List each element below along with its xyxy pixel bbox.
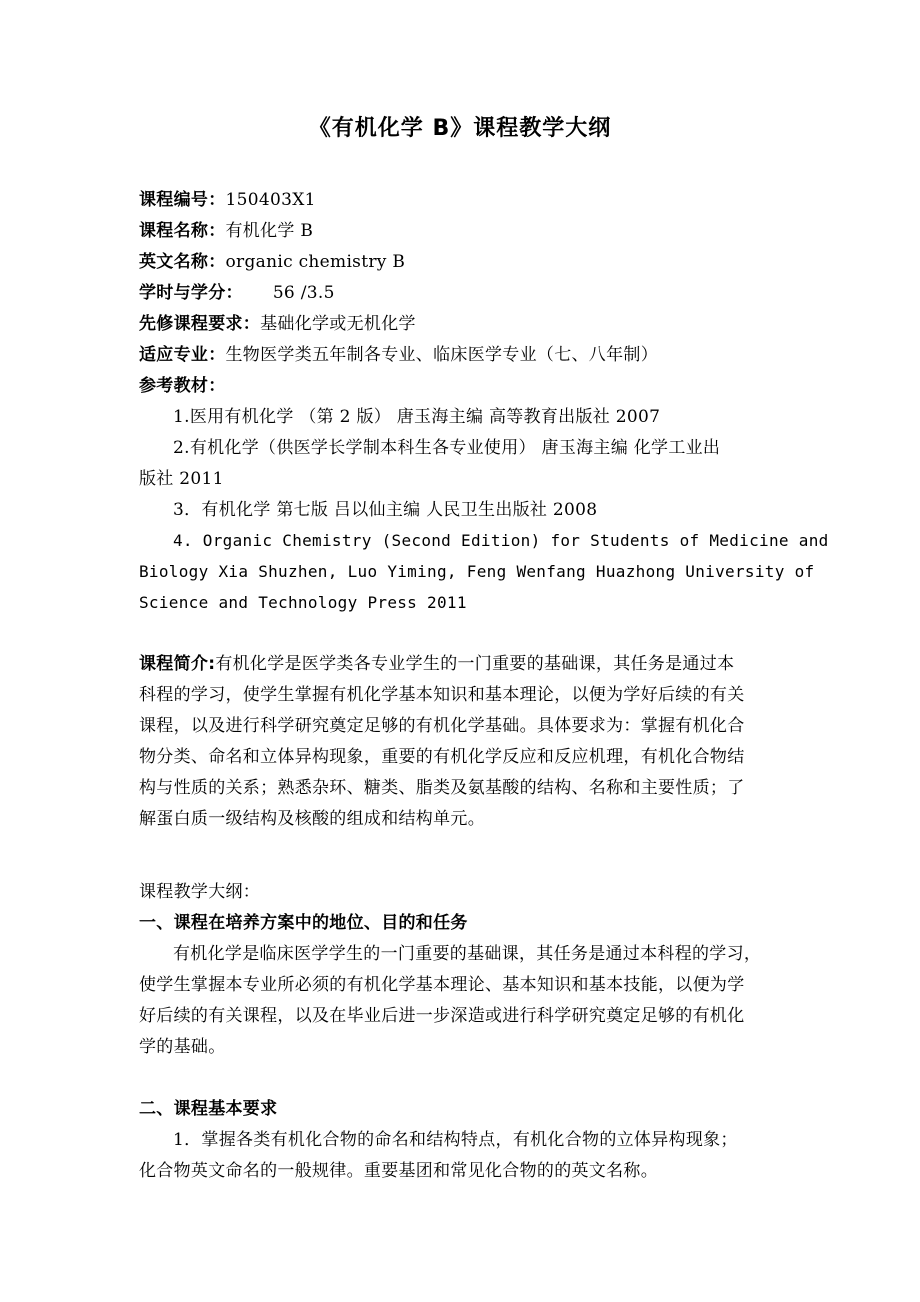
field-english-name	[139, 250, 799, 274]
section-paragraph-line: 学的基础。	[139, 1037, 226, 1057]
intro-paragraph-line: 物分类、命名和立体异构现象，重要的有机化学反应和反应机理，有机化合物结	[139, 747, 745, 767]
reference-item-continued: Science and Technology Press 2011	[139, 593, 467, 612]
intro-paragraph-line	[139, 652, 799, 676]
reference-item: 1.医用有机化学 （第 2 版） 唐玉海主编 高等教育出版社 2007	[173, 407, 661, 427]
intro-label: 课程简介:	[139, 654, 216, 674]
intro-paragraph-line: 解蛋白质一级结构及核酸的组成和结构单元。	[139, 809, 485, 829]
reference-item-continued: 版社 2011	[139, 469, 224, 489]
section-paragraph-line: 好后续的有关课程，以及在毕业后进一步深造或进行科学研究奠定足够的有机化	[139, 1006, 745, 1026]
field-course-name	[139, 219, 799, 243]
intro-text: 有机化学是医学类各专业学生的一门重要的基础课，其任务是通过本	[215, 654, 735, 674]
section-paragraph-line: 化合物英文命名的一般规律。重要基团和常见化合物的的英文名称。	[139, 1161, 658, 1181]
section-heading: 一、课程在培养方案中的地位、目的和任务	[139, 913, 468, 933]
reference-item: 4. Organic Chemistry (Second Edition) for Students of Medicine and	[173, 531, 829, 550]
field-value: 56 /3.5	[272, 283, 335, 303]
section-paragraph-line: 1．掌握各类有机化合物的命名和结构特点，有机化合物的立体异构现象；	[173, 1130, 738, 1150]
outline-label: 课程教学大纲：	[139, 882, 261, 902]
field-label: 课程名称：	[139, 221, 226, 241]
reference-item: 2.有机化学（供医学长学制本科生各专业使用） 唐玉海主编 化学工业出	[173, 438, 721, 458]
reference-item: 3．有机化学 第七版 吕以仙主编 人民卫生出版社 2008	[173, 500, 598, 520]
document-title: 《有机化学 B》课程教学大纲	[308, 116, 612, 141]
field-value: 150403X1	[225, 190, 316, 210]
field-value: 生物医学类五年制各专业、临床医学专业（七、八年制）	[225, 345, 658, 365]
field-label: 英文名称：	[139, 252, 226, 272]
reference-item-continued: Biology Xia Shuzhen, Luo Yiming, Feng Wenfang Huazhong University of	[139, 562, 815, 581]
intro-paragraph-line: 科程的学习，使学生掌握有机化学基本知识和基本理论，以便为学好后续的有关	[139, 685, 745, 705]
field-course-code	[139, 188, 799, 212]
section-heading: 二、课程基本要求	[139, 1099, 278, 1119]
field-applicable-majors	[139, 343, 799, 367]
references-label: 参考教材：	[139, 376, 226, 396]
field-value: 有机化学 B	[225, 221, 314, 241]
section-paragraph-line: 有机化学是临床医学学生的一门重要的基础课，其任务是通过本科程的学习，	[173, 944, 762, 964]
field-value: 基础化学或无机化学	[260, 314, 416, 334]
field-label: 先修课程要求：	[139, 314, 261, 334]
section-paragraph-line: 使学生掌握本专业所必须的有机化学基本理论、基本知识和基本技能，以便为学	[139, 975, 745, 995]
field-label: 适应专业：	[139, 345, 226, 365]
field-label: 学时与学分：	[139, 283, 243, 303]
intro-paragraph-line: 课程，以及进行科学研究奠定足够的有机化学基础。具体要求为：掌握有机化合	[139, 716, 745, 736]
field-label: 课程编号：	[139, 190, 226, 210]
field-value: organic chemistry B	[225, 252, 406, 272]
field-prerequisites	[139, 312, 799, 336]
field-hours-credits	[139, 281, 799, 305]
intro-paragraph-line: 构与性质的关系；熟悉杂环、糖类、脂类及氨基酸的结构、名称和主要性质；了	[139, 778, 745, 798]
